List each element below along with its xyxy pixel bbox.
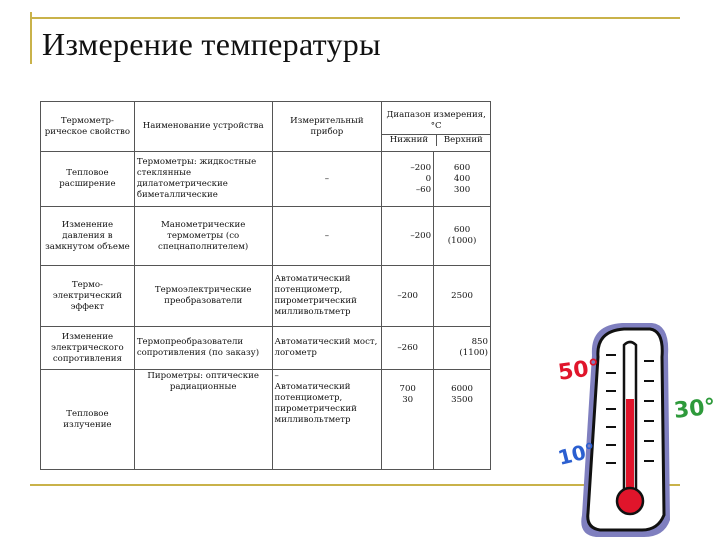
header-device: Наименование устройства (134, 102, 272, 152)
temperature-table (40, 101, 491, 470)
cell-instrument: Автоматический потенциометр, пирометрический милливольтметр (272, 266, 382, 327)
label-30: 30° (672, 394, 717, 424)
cell-high: 850 (1100) (434, 327, 491, 370)
cell-device: Термоэлектрические преобразователи (134, 266, 272, 327)
cell-property: Тепловое расширение (41, 152, 135, 207)
cell-low: –200 0 –60 (382, 152, 434, 207)
cell-instrument: – (272, 152, 382, 207)
header-range (382, 102, 491, 152)
cell-instrument: Автоматический мост, логометр (272, 327, 382, 370)
cell-high: 600 400 300 (434, 152, 491, 207)
accent-top-line (30, 17, 680, 19)
table-row (41, 266, 491, 327)
cell-instrument: – (272, 207, 382, 266)
header-range-sub (382, 134, 490, 146)
cell-device: Термометры: жидкостные стеклянные дилатометрические биметаллические (134, 152, 272, 207)
header-range-label: Диапазон измерения, °С (386, 109, 486, 131)
cell-property: Изменение электрического сопротивления (41, 327, 135, 370)
temperature-labels (552, 350, 720, 480)
cell-low: –200 (382, 266, 434, 327)
table-row (41, 327, 491, 370)
cell-high: 2500 (434, 266, 491, 327)
table-header-row (41, 102, 491, 152)
cell-low: –260 (382, 327, 434, 370)
cell-property: Изменение давления в замкнутом объеме (41, 207, 135, 266)
accent-vertical-line (30, 12, 32, 64)
header-high: Верхний (436, 135, 490, 146)
slide-title: Измерение температуры (42, 26, 381, 62)
table-row (41, 152, 491, 207)
header-low: Нижний (389, 134, 429, 145)
label-50: 50° (556, 355, 602, 386)
cell-high: 600 (1000) (434, 207, 491, 266)
table-row (41, 370, 491, 470)
cell-instrument: – Автоматический потенциометр, пирометрический милливольтметр (272, 370, 382, 470)
table-row (41, 207, 491, 266)
cell-device: Термопреобразователи сопротивления (по заказу) (134, 327, 272, 370)
cell-low: –200 (382, 207, 434, 266)
cell-high: 6000 3500 (434, 370, 491, 470)
header-instrument: Измерительный прибор (272, 102, 382, 152)
cell-property: Термо-электрический эффект (41, 266, 135, 327)
cell-property: Тепловое излучение (41, 370, 135, 470)
cell-device: Манометрические термометры (со спецнаполнителем) (134, 207, 272, 266)
cell-low: 700 30 (382, 370, 434, 470)
label-10: 10° (555, 437, 599, 471)
cell-device: Пирометры: оптические радиационные (134, 370, 272, 470)
header-property: Термометр-рическое свойство (41, 102, 135, 152)
thermometer-bulb (617, 488, 643, 514)
